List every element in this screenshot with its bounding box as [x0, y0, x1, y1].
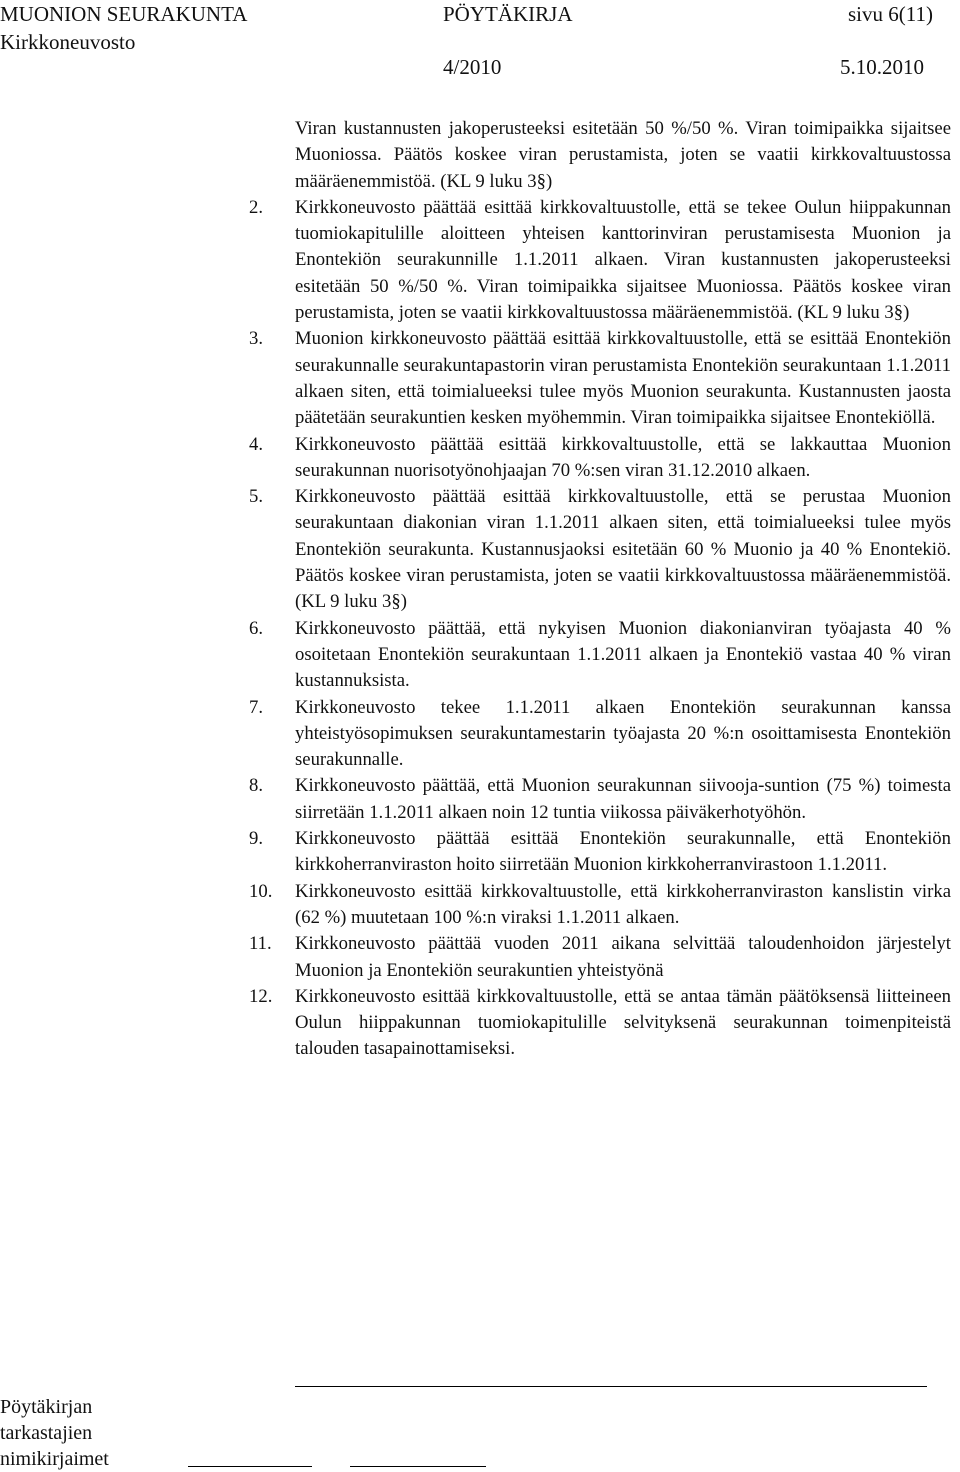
item-number: 3.	[249, 328, 264, 350]
initials-line-1	[188, 1466, 312, 1467]
item-text: Kirkkoneuvosto päättää esittää kirkkovaltuustolle, että se perustaa Muonion seurakuntaan diakonian viran 1.1.2011 alkaen siten, että toimialueeksi tulee myös Enontekiön seurakunta. Kustannusjaoksi esitetään 60 % Muonio ja 40 % Enontekiö. Päätös koskee viran perustamista, joten se vaatii kirkkovaltuustossa määräenemmistöä. (KL 9 luku 3§)	[295, 486, 951, 613]
list-item	[249, 879, 951, 932]
footer-label-2: tarkastajien	[0, 1422, 93, 1444]
item-text: Kirkkoneuvosto esittää kirkkovaltuustolle, että se antaa tämän päätöksensä liitteineen Oulun hiippakunnan tuomiokapitulille selvityksenä seurakunnan toimenpiteistä talouden tasapainottamiseksi.	[295, 985, 951, 1060]
list-item	[249, 931, 951, 984]
organization-name: MUONION SEURAKUNTA	[0, 2, 248, 26]
item-text: Kirkkoneuvosto päättää, että nykyisen Muonion diakonianviran työajasta 40 % osoitetaan Enontekiön seurakuntaan 1.1.2011 alkaen ja Enontekiö vastaa 40 % viran kustannuksista.	[295, 617, 951, 692]
item-number: 4.	[249, 433, 264, 455]
document-type: PÖYTÄKIRJA	[443, 2, 573, 26]
item-text: Kirkkoneuvosto päättää vuoden 2011 aikana selvittää taloudenhoidon järjestelyt Muonion ja Enontekiön seurakuntien yhteistyönä	[295, 933, 951, 981]
list-item	[249, 695, 951, 774]
item-number: 12.	[249, 985, 273, 1007]
intro-paragraph: Viran kustannusten jakoperusteeksi esitetään 50 %/50 %. Viran toimipaikka sijaitsee Muoniossa. Päätös koskee viran perustamista, joten se vaatii kirkkovaltuustossa määräenemmistöä. (KL 9 luku 3§)	[295, 118, 951, 192]
document-body	[249, 116, 951, 1063]
meeting-number: 4/2010	[443, 55, 502, 79]
list-item	[249, 984, 951, 1063]
item-text: Kirkkoneuvosto tekee 1.1.2011 alkaen Enontekiön seurakunnan kanssa yhteistyösopimuksen seurakuntamestarin työajasta 20 %:n osoittamisesta Enontekiön seurakunnalle.	[295, 696, 951, 771]
meeting-date: 5.10.2010	[840, 55, 924, 79]
list-item	[249, 432, 951, 485]
footer-label-3: nimikirjaimet	[0, 1448, 109, 1470]
list-item	[249, 616, 951, 695]
item-text: Kirkkoneuvosto päättää, että Muonion seurakunnan siivooja-suntion (75 %) toimesta siirretään 1.1.2011 alkaen noin 12 tuntia viikossa päiväkerhotyöhön.	[295, 775, 951, 823]
item-number: 8.	[249, 775, 264, 797]
footer-label-1: Pöytäkirjan	[0, 1396, 93, 1418]
initials-line-2	[350, 1466, 486, 1467]
body-name: Kirkkoneuvosto	[0, 30, 136, 54]
list-item	[249, 484, 951, 615]
list-item	[249, 826, 951, 879]
item-number: 11.	[249, 933, 272, 955]
item-number: 10.	[249, 880, 273, 902]
item-number: 2.	[249, 196, 264, 218]
item-text: Kirkkoneuvosto esittää kirkkovaltuustolle, että kirkkoherranviraston kanslistin virka (62 %) muutetaan 100 %:n viraksi 1.1.2011 alkaen.	[295, 880, 951, 928]
item-text: Kirkkoneuvosto päättää esittää kirkkovaltuustolle, että se tekee Oulun hiippakunnan tuomiokapitulille aloitteen yhteisen kanttorinviran perustamisesta Muonion ja Enontekiön seurakunnille 1.1.2011 alkaen. Viran kustannusten jakoperusteeksi esitetään 50 %/50 %. Viran toimipaikka sijaitsee Muoniossa. Päätös koskee viran perustamista, joten se vaatii kirkkovaltuustossa määräenemmistöä. (KL 9 luku 3§)	[295, 196, 951, 324]
item-number: 6.	[249, 617, 264, 639]
signature-line	[295, 1386, 927, 1387]
decision-list	[249, 195, 951, 1063]
item-text: Muonion kirkkoneuvosto päättää esittää kirkkovaltuustolle, että se esittää Enontekiön seurakunnalle seurakuntapastorin viran perustamista Enontekiön seurakuntaan 1.1.2011 alkaen siten, että toimialueeksi tulee myös Muonion seurakunta. Kustannusten jaosta päätetään seurakuntien kesken myöhemmin. Viran toimipaikka sijaitsee Enontekiöllä.	[295, 328, 951, 429]
item-number: 9.	[249, 828, 264, 850]
list-item	[249, 326, 951, 431]
item-number: 7.	[249, 696, 264, 718]
item-text: Kirkkoneuvosto päättää esittää kirkkovaltuustolle, että se lakkauttaa Muonion seurakunnan nuorisotyönohjaajan 70 %:sen viran 31.12.2010 alkaen.	[295, 433, 951, 481]
list-item	[249, 773, 951, 826]
item-text: Kirkkoneuvosto päättää esittää Enontekiön seurakunnalle, että Enontekiön kirkkoherranviraston hoito siirretään Muonion kirkkoherranvirastoon 1.1.2011.	[295, 828, 951, 876]
item-number: 5.	[249, 486, 264, 508]
page-number: sivu 6(11)	[848, 2, 933, 26]
list-item	[249, 195, 951, 326]
